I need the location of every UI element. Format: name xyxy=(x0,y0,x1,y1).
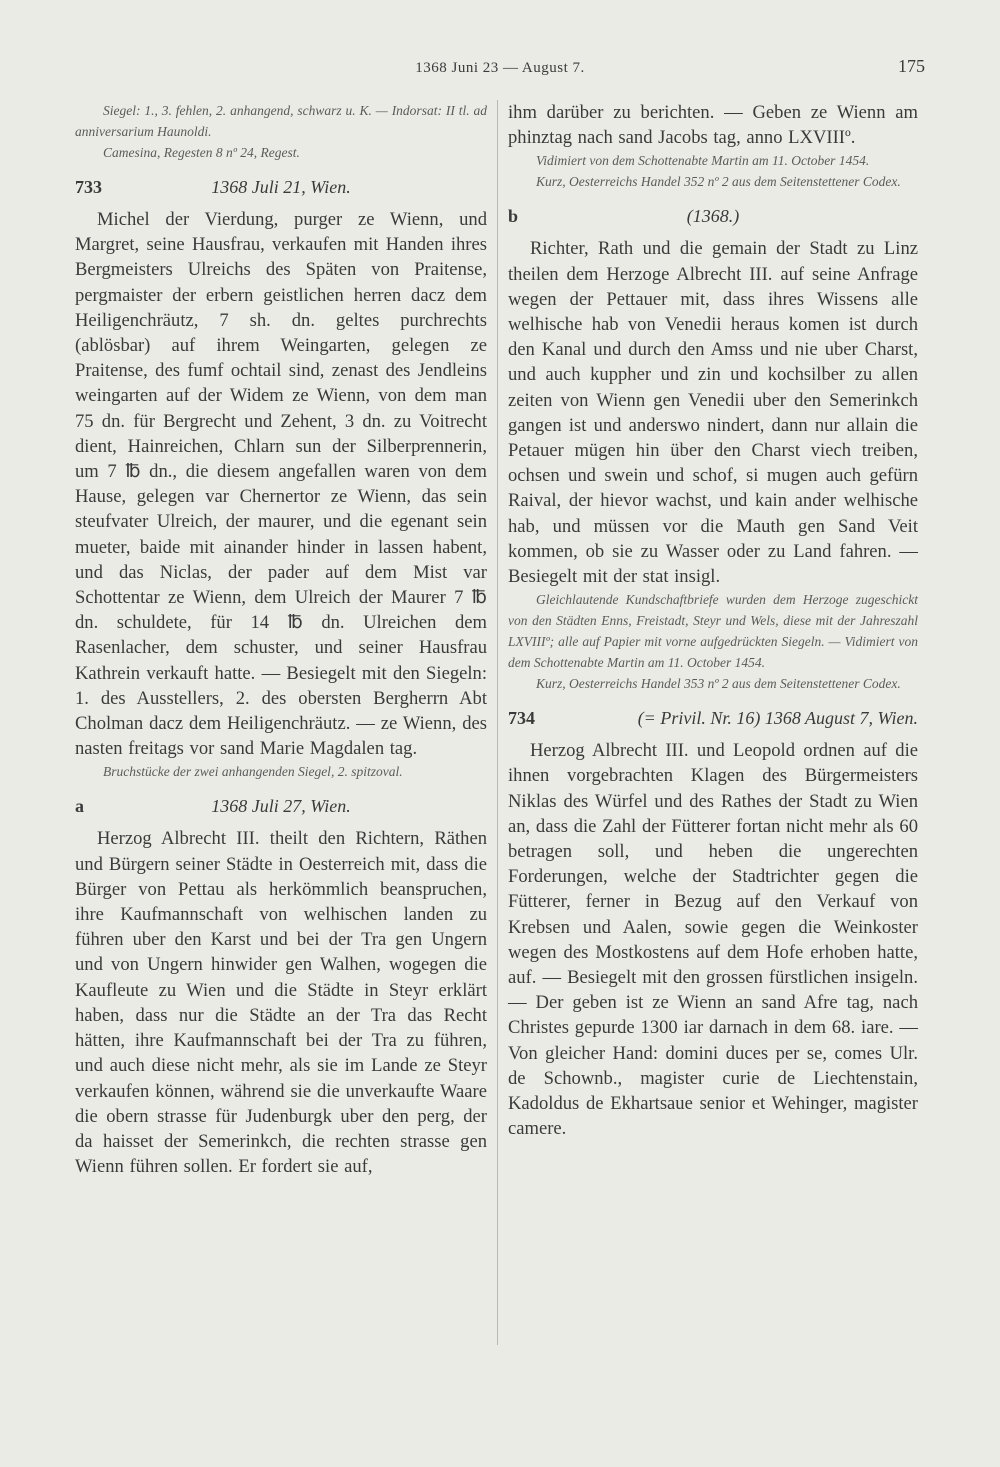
entry-733-note: Bruchstücke der zwei anhangenden Siegel, 2. spitzoval. xyxy=(103,764,403,780)
entry-a-continuation: ihm darüber zu berichten. — Geben ze Wienn am phinztag nach sand Jacobs tag, anno LXVIIIº. xyxy=(508,102,918,149)
entry-b-heading xyxy=(508,204,918,234)
entry-number: 734 xyxy=(508,708,535,729)
running-head-dates: 1368 Juni 23 — August 7. xyxy=(415,60,585,76)
entry-date: 1368 Juli 27, Wien. xyxy=(211,796,351,817)
entry-b-text: Richter, Rath und die gemain der Stadt zu Linz theilen dem Herzoge Albrecht III. auf seine Anfrage wegen der Pettauer mit, dass ihres Wissens alle welhische hab von Venedii heraus komen ist durch den Kanal und durch den Amss und nie uber Charst, und auch kuppher und zin und kochsilber zu allen zeiten von Wienn gen Venedii uber den Semerinkch gangen ist und anderswo nindert, dann nur allain die Petauer mügen hin über den Charst viech treiben, ochsen und swein und schof, si mugen auch gefürn Raival, der hievor wachst, und kain ander welhische hab, und müssen vor die Mauth gen Sand Veit kommen, ob sie zu Wasser oder zu Land fahren. — Besiegelt mit der stat insigl. xyxy=(508,238,918,588)
entry-733-heading xyxy=(75,175,487,205)
vidimus-note: Vidimiert von dem Schottenabte Martin am 11. October 1454. xyxy=(536,153,870,169)
seal-note: Siegel: 1., 3. fehlen, 2. anhangend, schwarz u. K. — Indorsat: II tl. ad anniversarium Haunoldi. xyxy=(75,103,487,139)
entry-a-text: Herzog Albrecht III. theilt den Richtern, Räthen und Bürgern seiner Städte in Oesterreich mit, dass die Bürger von Pettau als herkömmlich beanspruchen, ihre Kaufmannschaft von welhischen landen zu führen uber den Karst und bei der Tra gen Ungern und von Ungern hinwider gen Walhen, wogegen die Kaufleute zu Wien und die Städte in Steyr erklärt haben, dass nur die Städte an der Tra das Recht hätten, ihre Kaufmannschaft bei der Tra zu führen, und auch diese nicht mehr, als sie im Lande ze Steyr verkaufen können, während sie die unverkaufte Waare die obern strasse für Judenburgk uber den perg, der da haisset der Semerinkch, die rechten strasse gen Wienn führen sollen. Er fordert sie auf, xyxy=(75,828,487,1178)
entry-number: a xyxy=(75,796,84,817)
entry-number: b xyxy=(508,206,519,227)
entry-date: (= Privil. Nr. 16) 1368 August 7, Wien. xyxy=(637,708,918,729)
regest-note: Camesina, Regesten 8 nº 24, Regest. xyxy=(103,145,300,160)
entry-b-source: Kurz, Oesterreichs Handel 353 nº 2 aus dem Seitenstettener Codex. xyxy=(536,676,901,692)
entry-date: (1368.) xyxy=(686,206,740,227)
entry-date: 1368 Juli 21, Wien. xyxy=(211,177,351,197)
running-head xyxy=(70,56,930,86)
right-column xyxy=(508,100,918,1142)
entry-734-text: Herzog Albrecht III. und Leopold ordnen auf die ihnen vorgebrachten Klagen des Bürgermeisters Niklas des Würfel und des Rathes der Stadt zu Wien an, dass die Zahl der Fütterer fortan nicht mehr als 60 betragen soll, und heben die ungerechten Forderungen, welche der Stadtrichter gegen die Fütterer, ferner in Bezug auf den Verkauf von Krebsen und Aalen, sowie gegen die Weinkoster wegen des Mostkostens auf dem Hofe erhoben hatte, auf. — Besiegelt mit den grossen fürstlichen insigeln. — Der geben ist ze Wienn an sand Afre tag, nach Christes gepurde 1300 iar darnach in dem 68. iare. — Von gleicher Hand: domini duces per se, comes Ulr. de Schownb., magister curie de Liechtenstain, Kadoldus de Ekhartsaue senior et Wehinger, magister camere. xyxy=(508,740,918,1140)
entry-a-heading xyxy=(75,794,487,824)
source-note: Kurz, Oesterreichs Handel 352 nº 2 aus dem Seitenstettener Codex. xyxy=(536,174,901,190)
entry-b-note: Gleichlautende Kundschaftbriefe wurden dem Herzoge zugeschickt von den Städten Enns, Freistadt, Steyr und Wels, diese mit der Jahreszahl LXVIIIº; alle auf Papier mit vorne aufgedrückten Siegeln. — Vidimiert von dem Schottenabte Martin am 11. October 1454. xyxy=(508,592,918,671)
page-number: 175 xyxy=(898,56,925,76)
entry-733-text: Michel der Vierdung, purger ze Wienn, und Margret, seine Hausfrau, verkaufen mit Handen ihres Bergmeisters Ulreichs des Späten von Praitense, pergmaister der erbern geistlichen herren dacz dem Heiligenchräutz, 7 sh. dn. geltes purchrechts (ablösbar) auf ihrem Weingarten, gelegen ze Praitense, des fumf ochtail sind, zenast des Jendleins weingarten auf der Widem ze Wienn, von dem man 75 dn. für Bergrecht und Zehent, 3 dn. zu Voitrecht dient, Hainreichen, Chlarn sun der Silberprennerin, um 7 ℔ dn., die diesem angefallen waren von dem Hause, gelegen var Chernertor ze Wienn, das sein steufvater Ulreich, der maurer, und die egenant sein mueter, baide mit ainander hinder in lassen habent, und das Niclas, der pader auf dem Mist var Schottentar ze Wienn, dem Ulreich der Maurer 7 ℔ dn. schuldete, für 14 ℔ dn. Ulreichen dem Rasenlacher, dem schuster, und seiner Hausfrau Kathrein verkauft hatte. — Besiegelt mit den Siegeln: 1. des Ausstellers, 2. des obersten Bergherrn Abt Cholman dacz dem Heiligenchräutz. — ze Wienn, des nasten freitags vor sand Marie Magdalen tag. xyxy=(75,209,487,760)
column-divider xyxy=(497,100,498,1345)
left-column xyxy=(75,100,487,1179)
entry-734-heading xyxy=(508,706,918,736)
entry-number: 733 xyxy=(75,177,102,197)
